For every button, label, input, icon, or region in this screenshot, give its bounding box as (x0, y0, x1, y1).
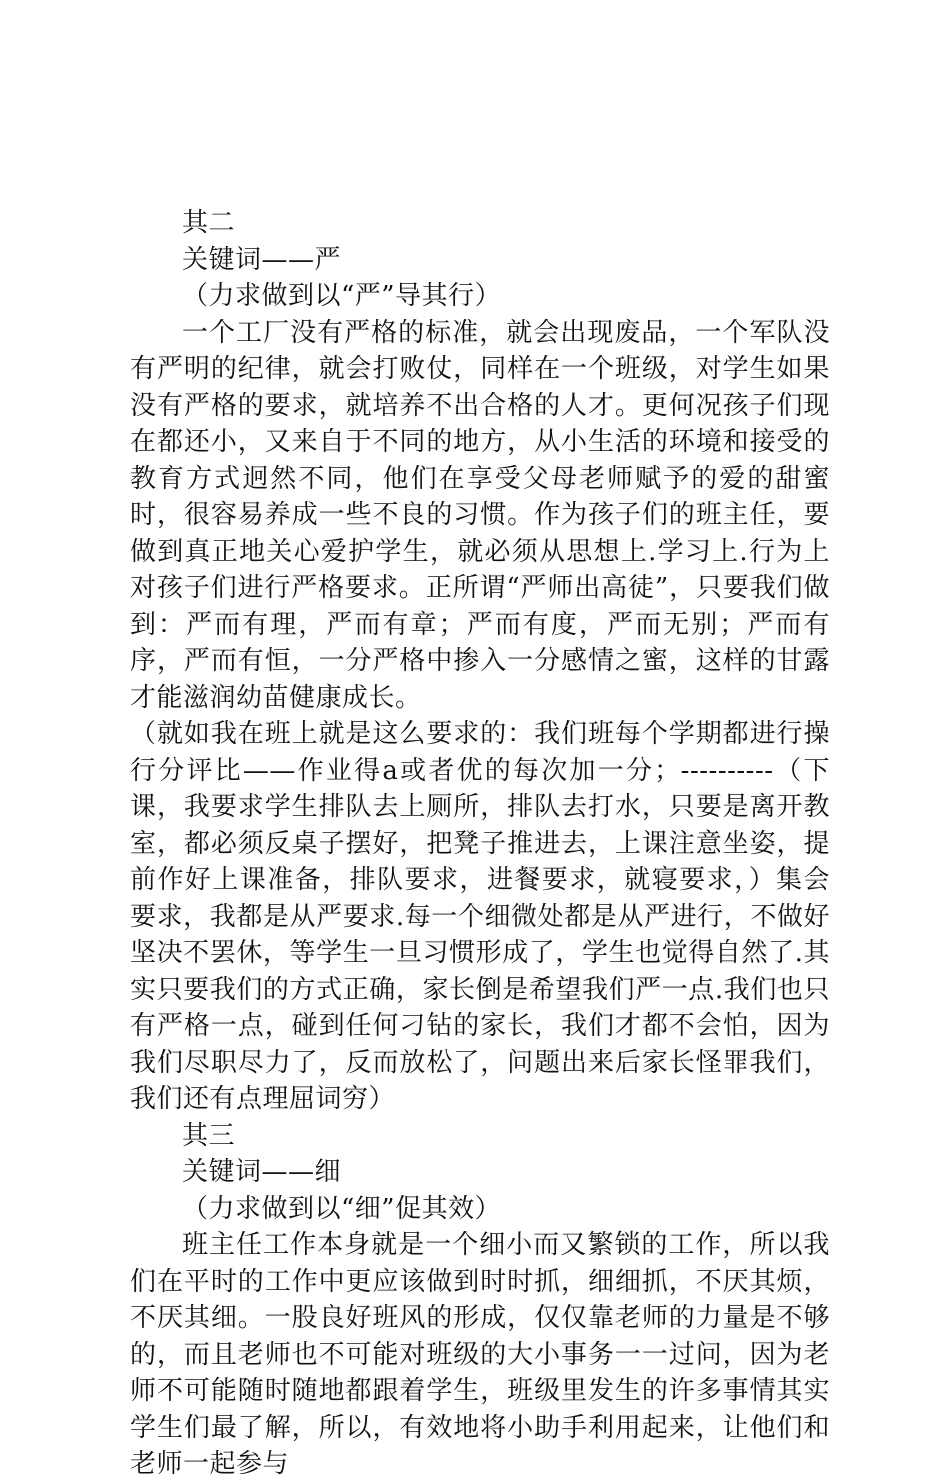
section-keyword: 关键词——严 (182, 244, 342, 275)
section-label: 其三 (182, 1120, 236, 1151)
section-keyword: 关键词——细 (182, 1157, 342, 1187)
section-motto: （力求做到以“严”导其行） (182, 281, 502, 311)
section-label: 其二 (182, 208, 236, 238)
section-example-paragraph: （就如我在班上就是这么要求的：我们班每个学期都进行操行分评比——作业得a或者优的每次加一分；----------（下课，我要求学生排队去上厕所，排队去打水，只要是离开教室，都必须反桌子摆好，把凳子推进去，上课注意坐姿，提前作好上课准备，排队要求，进餐要求，就寝要求，）集会要求，我都是从严要求.每一个细微处都是从严进行，不做好坚决不罢休，等学生一旦习惯形成了，学生也觉得自然了.其实只要我们的方式正确，家长倒是希望我们严一点.我们也只有严格一点，碰到任何刁钻的家长，我们才都不会怕，因为我们尽职尽力了，反而放松了，问题出来后家长怪罪我们，我们还有点理屈词穷） (130, 719, 830, 1114)
section-body-paragraph: 班主任工作本身就是一个细小而又繁锁的工作，所以我们在平时的工作中更应该做到时时抓，细细抓，不厌其烦，不厌其细。一股良好班风的形成，仅仅靠老师的力量是不够的，而且老师也不可能对班级的大小事务一一过问，因为老师不可能随时随地都跟着学生，班级里发生的许多事情其实学生们最了解，所以，有效地将小助手利用起来，让他们和老师一起参与 (130, 1230, 830, 1479)
section-motto: （力求做到以“细”促其效） (182, 1193, 502, 1224)
section-body-paragraph: 一个工厂没有严格的标准，就会出现废品，一个军队没有严明的纪律，就会打败仗，同样在一个班级，对学生如果没有严格的要求，就培养不出合格的人才。更何况孩子们现在都还小，又来自于不同的地方，从小生活的环境和接受的教育方式迥然不同，他们在享受父母老师赋予的爱的甜蜜时，很容易养成一些不良的习惯。作为孩子们的班主任，要做到真正地关心爱护学生，就必须从思想上.学习上.行为上对孩子们进行严格要求。正所谓“严师出高徒”，只要我们做到：严而有理，严而有章；严而有度，严而无别；严而有序，严而有恒，一分严格中掺入一分感情之蜜，这样的甘露才能滋润幼苗健康成长。 (130, 317, 830, 713)
document-body (130, 205, 830, 1483)
